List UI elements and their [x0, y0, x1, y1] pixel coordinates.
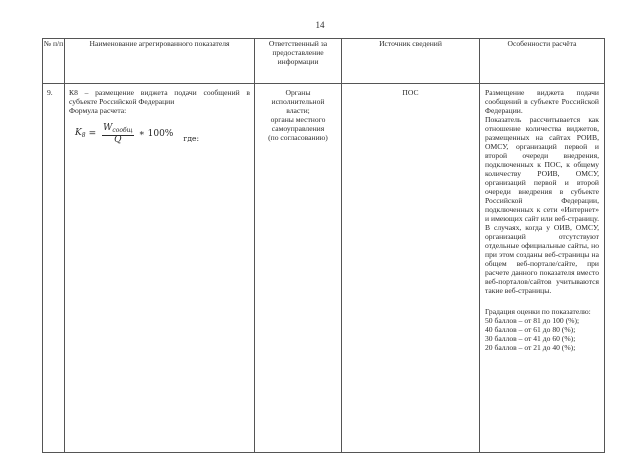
- grading-title: Градация оценки по показателю:: [485, 307, 591, 316]
- responsible-line: органы местного: [270, 115, 326, 124]
- grade-item: 20 баллов – от 21 до 40 (%);: [485, 343, 576, 352]
- formula-label: Формула расчета:: [69, 106, 127, 115]
- formula-rest: ∗ 100%: [138, 129, 174, 139]
- table-header-row: [43, 39, 605, 84]
- responsible-line: (по согласованию): [268, 133, 328, 142]
- grade-item: 30 баллов – от 41 до 60 (%);: [485, 334, 576, 343]
- formula: $K_8$ = $\frac{W_{сообщ}}{Q}$ ∗ 100% где:: [75, 123, 200, 145]
- formula-where: где:: [183, 134, 200, 143]
- row-number: 9.: [43, 84, 65, 453]
- header-calc: Особенности расчёта: [480, 39, 605, 84]
- indicator-table: [42, 38, 605, 453]
- responsible-line: исполнительной: [271, 97, 325, 106]
- responsible-line: власти;: [286, 106, 310, 115]
- header-source: Источник сведений: [342, 39, 480, 84]
- header-name: Наименование агрегированного показателя: [65, 39, 255, 84]
- calc-cell: [480, 84, 605, 453]
- indicator-name: К8 – размещение виджета подачи сообщений в субъекте Российской Федерации: [69, 88, 250, 106]
- page-number: 14: [315, 20, 325, 30]
- formula-lhs: $K_8$: [75, 128, 86, 139]
- calc-paragraph: Размещение виджета подачи сообщений в субъекте Российской Федерации.: [485, 88, 599, 115]
- header-responsible: Ответственный за предоставление информации: [255, 39, 342, 84]
- header-num: № п/п: [43, 39, 65, 84]
- indicator-name-cell: [65, 84, 255, 453]
- grade-item: 50 баллов – от 81 до 100 (%);: [485, 316, 580, 325]
- responsible-line: самоуправления: [271, 124, 325, 133]
- calc-paragraph: Показатель рассчитывается как отношение количества виджетов, размещенных на сайтах РОИВ, ОМСУ, организаций первой и второй очереди внедрения, подключенных к ПОС, к общему количеству РОИВ, ОМСУ, организаций первой и второй очереди внедрения в субъекте Российской Федерации, подключенных к сети «Интернет» и имеющих сайт или веб-страницу. В случаях, когда у ОИВ, ОМСУ, организаций отсутствуют отдельные официальные сайты, но при этом созданы веб-страницы на общем веб-портале/сайте, при расчете данного показателя вместо веб-порталов/сайтов учитываются такие веб-страницы.: [485, 115, 599, 295]
- source-cell: ПОС: [342, 84, 480, 453]
- responsible-cell: [255, 84, 342, 453]
- table-row: [43, 84, 605, 453]
- formula-fraction: $\frac{W_{сообщ}}{Q}$: [103, 123, 133, 145]
- grade-item: 40 баллов – от 61 до 80 (%);: [485, 325, 576, 334]
- responsible-line: Органы: [285, 88, 311, 97]
